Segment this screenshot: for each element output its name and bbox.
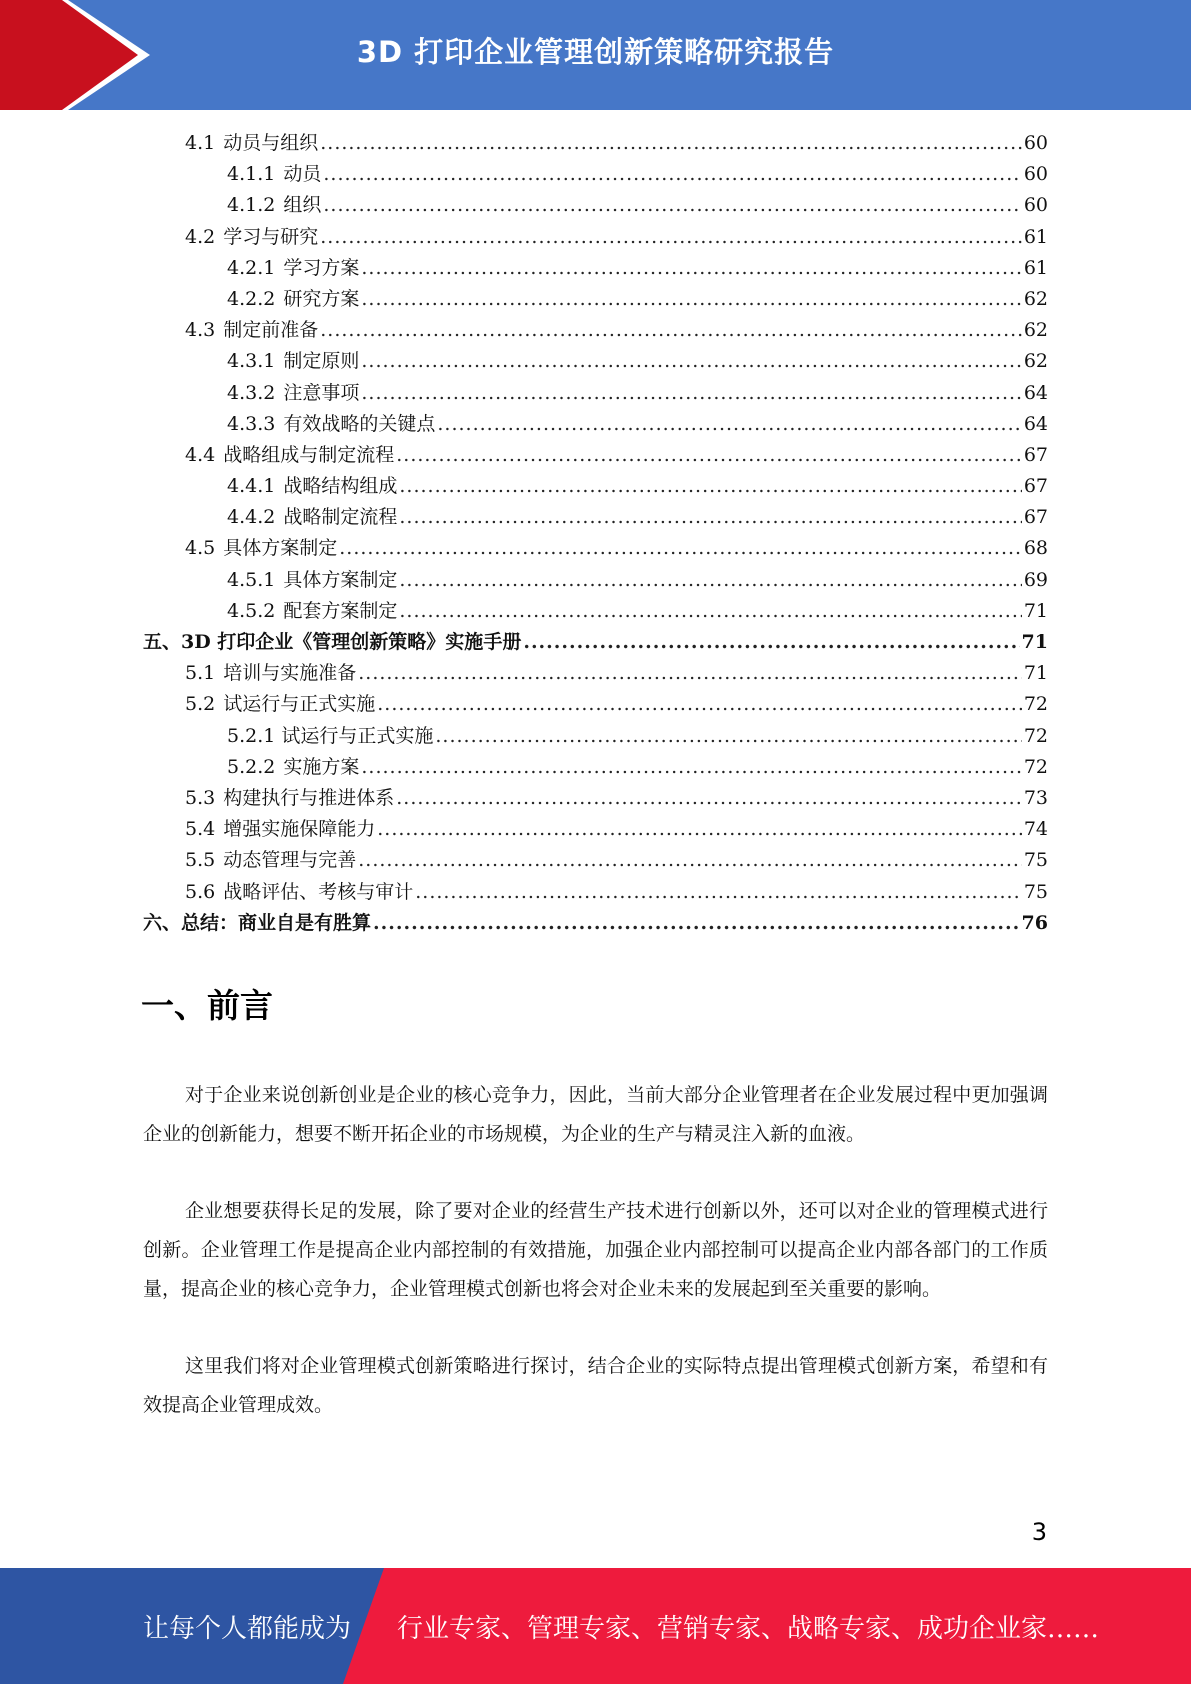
toc-dot-leader	[361, 752, 1021, 783]
toc-entry-page: 75	[1023, 880, 1048, 903]
toc-entry-page: 73	[1023, 786, 1048, 809]
toc-entry-page: 64	[1023, 412, 1048, 435]
toc-dot-leader	[373, 908, 1020, 939]
toc-dot-leader	[377, 689, 1022, 720]
toc-entry-title: 战略结构组成	[283, 475, 398, 498]
toc-dot-leader	[399, 565, 1021, 596]
toc-entry[interactable]	[143, 908, 1048, 939]
toc-dot-leader	[358, 845, 1022, 876]
page-header	[0, 0, 1191, 110]
toc-dot-leader	[377, 814, 1022, 845]
toc-dot-leader	[339, 533, 1022, 564]
toc-entry-page: 72	[1023, 693, 1048, 716]
toc-entry[interactable]	[143, 440, 1048, 471]
toc-dot-leader	[396, 783, 1022, 814]
toc-entry[interactable]	[143, 471, 1048, 502]
toc-entry-page: 74	[1023, 818, 1048, 841]
toc-dot-leader	[437, 409, 1021, 440]
toc-entry-title: 战略评估、考核与审计	[223, 880, 414, 903]
toc-entry-page: 71	[1021, 631, 1048, 653]
toc-entry-page: 69	[1023, 568, 1048, 591]
toc-entry-number: 4.4	[185, 443, 216, 466]
toc-dot-leader	[320, 315, 1022, 346]
toc-entry-number: 5.1	[185, 662, 216, 685]
toc-dot-leader	[323, 159, 1021, 190]
toc-entry-number: 4.3.3	[227, 412, 276, 435]
section-heading: 一、前言	[141, 986, 273, 1025]
toc-entry[interactable]	[143, 627, 1048, 658]
toc-entry-title: 学习方案	[283, 256, 360, 279]
toc-entry-number: 4.3.2	[227, 381, 276, 404]
toc-entry[interactable]	[143, 845, 1048, 876]
toc-entry-title: 具体方案制定	[223, 537, 338, 560]
toc-entry-page: 61	[1023, 225, 1048, 248]
toc-entry-page: 67	[1023, 475, 1048, 498]
toc-entry-page: 75	[1023, 849, 1048, 872]
toc-dot-leader	[361, 253, 1021, 284]
toc-entry-title: 具体方案制定	[283, 568, 398, 591]
toc-entry-title: 培训与实施准备	[223, 662, 357, 685]
toc-entry[interactable]	[143, 346, 1048, 377]
toc-entry-number: 4.2.1	[227, 256, 276, 279]
toc-entry-page: 67	[1023, 506, 1048, 529]
toc-entry-page: 62	[1023, 319, 1048, 342]
toc-entry[interactable]	[143, 190, 1048, 221]
toc-dot-leader	[399, 502, 1021, 533]
toc-entry-page: 60	[1023, 194, 1048, 217]
toc-entry-number: 5.5	[185, 849, 216, 872]
page-number: 3	[1031, 1518, 1047, 1546]
page-footer	[0, 1568, 1191, 1684]
toc-dot-leader	[361, 284, 1021, 315]
footer-slogan-left: 让每个人都能成为	[143, 1614, 352, 1644]
toc-entry[interactable]	[143, 315, 1048, 346]
toc-entry-page: 62	[1023, 350, 1048, 373]
toc-entry-title: 制定前准备	[223, 319, 319, 342]
toc-entry[interactable]	[143, 783, 1048, 814]
toc-entry-page: 72	[1023, 724, 1048, 747]
toc-entry-title: 配套方案制定	[283, 599, 398, 622]
toc-entry-number: 5.3	[185, 786, 216, 809]
toc-entry-title: 动员与组织	[223, 132, 319, 154]
toc-entry-title: 构建执行与推进体系	[223, 786, 395, 809]
toc-dot-leader	[523, 627, 1019, 658]
toc-entry-title: 注意事项	[283, 381, 360, 404]
toc-dot-leader	[435, 721, 1021, 752]
body-paragraph: 这里我们将对企业管理模式创新策略进行探讨，结合企业的实际特点提出管理模式创新方案，希望和有效提高企业管理成效。	[143, 1355, 1048, 1416]
toc-entry-title: 组织	[283, 194, 322, 217]
toc-dot-leader	[399, 596, 1021, 627]
toc-entry-number: 5.2.2	[227, 755, 276, 778]
toc-entry[interactable]	[143, 721, 1048, 752]
body-paragraph: 对于企业来说创新创业是企业的核心竞争力，因此，当前大部分企业管理者在企业发展过程中更加强调企业的创新能力，想要不断开拓企业的市场规模，为企业的生产与精灵注入新的血液。	[143, 1084, 1048, 1145]
toc-entry[interactable]	[143, 378, 1048, 409]
toc-entry-number: 4.3	[185, 319, 216, 342]
toc-entry-page: 60	[1023, 163, 1048, 186]
toc-entry[interactable]	[143, 128, 1048, 159]
toc-entry-title: 5.2.1 试运行与正式实施	[227, 724, 434, 747]
toc-entry[interactable]	[143, 814, 1048, 845]
toc-entry[interactable]	[143, 877, 1048, 908]
toc-dot-leader	[323, 190, 1021, 221]
toc-entry-page: 64	[1023, 381, 1048, 404]
toc-entry-title: 动员	[283, 163, 322, 186]
toc-entry-number: 4.5	[185, 537, 216, 560]
toc-entry-page: 68	[1023, 537, 1048, 560]
toc-entry[interactable]	[143, 409, 1048, 440]
toc-entry-number: 4.5.2	[227, 599, 276, 622]
toc-entry-number: 5.2	[185, 693, 216, 716]
toc-entry-number: 4.3.1	[227, 350, 276, 373]
toc-entry-title: 六、总结：商业自是有胜算	[143, 911, 372, 934]
section-body	[143, 1076, 1048, 1463]
toc-entry-number: 4.2	[185, 225, 216, 248]
toc-dot-leader	[415, 877, 1022, 908]
toc-entry[interactable]	[143, 689, 1048, 720]
toc-entry-page: 67	[1023, 443, 1048, 466]
toc-entry-title: 研究方案	[283, 287, 360, 310]
toc-entry-title: 有效战略的关键点	[283, 412, 436, 435]
toc-entry-page: 71	[1023, 599, 1048, 622]
table-of-contents	[143, 128, 1048, 939]
toc-entry[interactable]	[143, 159, 1048, 190]
toc-dot-leader	[361, 346, 1021, 377]
toc-entry-title: 实施方案	[283, 755, 360, 778]
toc-dot-leader	[358, 658, 1022, 689]
toc-entry-title: 制定原则	[283, 350, 360, 373]
toc-entry[interactable]	[143, 222, 1048, 253]
toc-entry-page: 76	[1021, 911, 1048, 934]
toc-dot-leader	[320, 222, 1022, 253]
toc-entry[interactable]	[143, 565, 1048, 596]
toc-dot-leader	[399, 471, 1021, 502]
toc-entry[interactable]	[143, 253, 1048, 284]
toc-dot-leader	[361, 378, 1021, 409]
toc-entry-number: 4.1.2	[227, 194, 276, 217]
body-paragraph: 企业想要获得长足的发展，除了要对企业的经营生产技术进行创新以外，还可以对企业的管理模式进行创新。企业管理工作是提高企业内部控制的有效措施，加强企业内部控制可以提高企业内部各部门的工作质量，提高企业的核心竞争力，企业管理模式创新也将会对企业未来的发展起到至关重要的影响。	[143, 1200, 1048, 1300]
toc-entry-number: 4.2.2	[227, 287, 276, 310]
toc-entry-title: 增强实施保障能力	[223, 818, 376, 841]
toc-entry-page: 72	[1023, 755, 1048, 778]
toc-entry-number: 4.4.2	[227, 506, 276, 529]
toc-entry-title: 试运行与正式实施	[223, 693, 376, 716]
toc-entry-title: 五、3D 打印企业《管理创新策略》实施手册	[143, 631, 522, 653]
toc-entry-number: 5.6	[185, 880, 216, 903]
toc-entry-number: 4.5.1	[227, 568, 276, 591]
toc-entry[interactable]	[143, 533, 1048, 564]
toc-dot-leader	[396, 440, 1022, 471]
toc-entry[interactable]	[143, 658, 1048, 689]
toc-entry-page: 60	[1023, 132, 1048, 154]
toc-entry[interactable]	[143, 502, 1048, 533]
toc-entry-page: 62	[1023, 287, 1048, 310]
toc-entry-page: 61	[1023, 256, 1048, 279]
toc-entry-page: 71	[1023, 662, 1048, 685]
toc-dot-leader	[320, 128, 1022, 159]
toc-entry-number: 4.4.1	[227, 475, 276, 498]
toc-entry-title: 战略制定流程	[283, 506, 398, 529]
toc-entry-title: 战略组成与制定流程	[223, 443, 395, 466]
toc-entry-title: 动态管理与完善	[223, 849, 357, 872]
document-title: 3D 打印企业管理创新策略研究报告	[356, 35, 835, 69]
toc-entry[interactable]	[143, 284, 1048, 315]
toc-entry-title: 学习与研究	[223, 225, 319, 248]
toc-entry-number: 4.1	[185, 132, 216, 154]
toc-entry[interactable]	[143, 596, 1048, 627]
footer-slogan-right: 行业专家、管理专家、营销专家、战略专家、成功企业家……	[397, 1614, 1100, 1644]
toc-entry[interactable]	[143, 752, 1048, 783]
toc-entry-number: 5.4	[185, 818, 216, 841]
toc-entry-number: 4.1.1	[227, 163, 276, 186]
